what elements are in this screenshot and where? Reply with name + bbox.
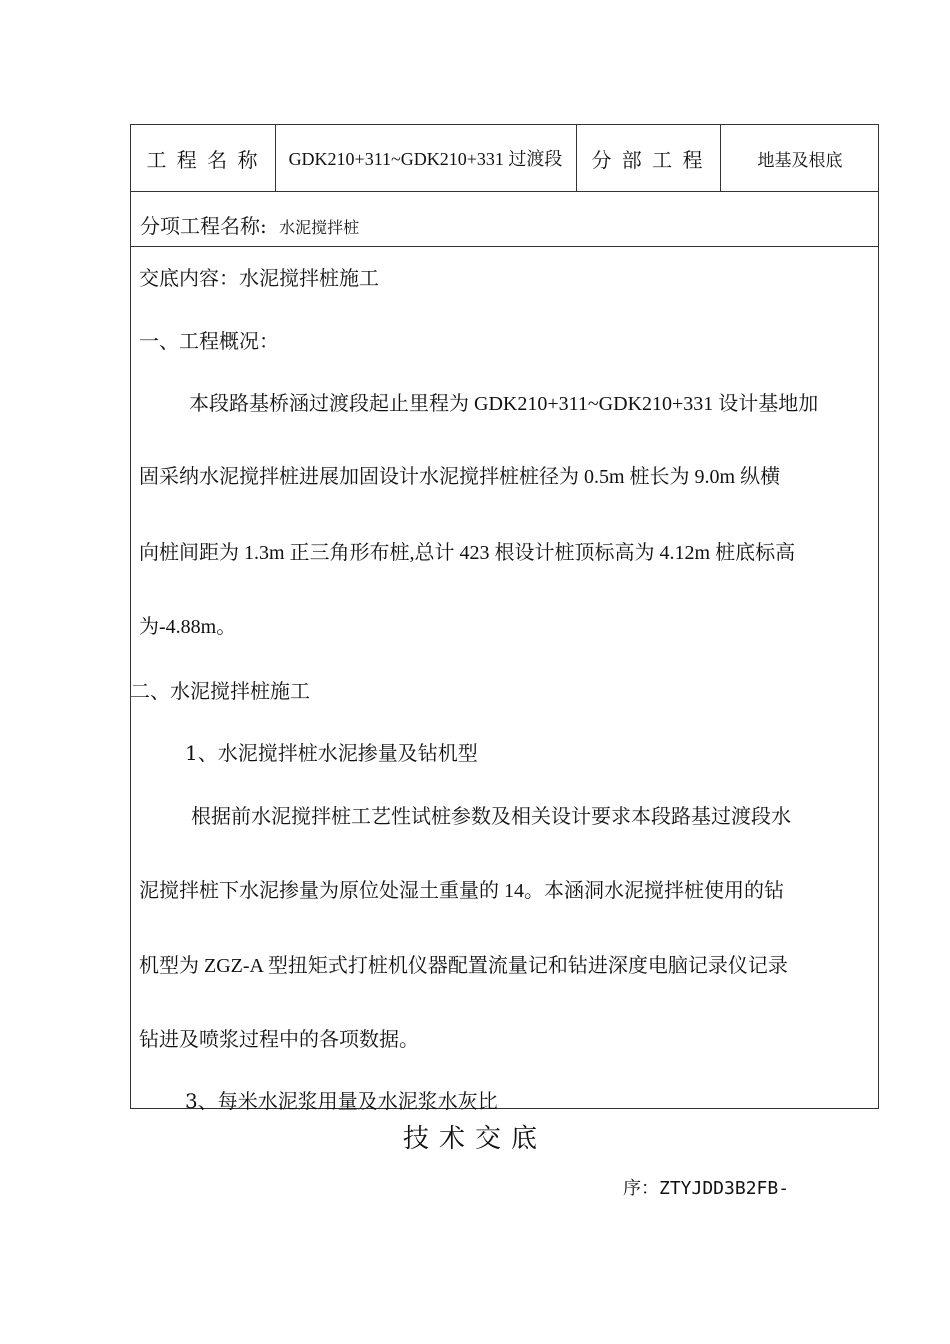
section-title-construction: 二、水泥搅拌桩施工 [130, 679, 310, 703]
paragraph-line: 机型为 ZGZ-A 型扭矩式打桩机仪器配置流量记和钻进深度电脑记录仪记录 [139, 955, 788, 977]
paragraph-line: 泥搅拌桩下水泥掺量为原位处湿土重量的 14。本涵洞水泥搅拌桩使用的钻 [139, 880, 784, 902]
content-heading: 交底内容：水泥搅拌桩施工 [139, 266, 379, 290]
paragraph-line: 钻进及喷浆过程中的各项数据。 [139, 1027, 419, 1051]
row-divider [131, 246, 878, 247]
paragraph-line: 根据前水泥搅拌桩工艺性试桩参数及相关设计要求本段路基过渡段水 [191, 806, 791, 828]
subitem-value: 水泥搅拌桩 [279, 218, 360, 237]
serial-number: 序：ZTYJDD3B2FB- [623, 1178, 790, 1199]
paragraph-line: 固采纳水泥搅拌桩进展加固设计水泥搅拌桩桩径为 0.5m 桩长为 9.0m 纵横 [139, 466, 781, 488]
paragraph-line: 为-4.88m。 [139, 616, 237, 638]
section-title-overview: 一、工程概况： [139, 329, 279, 353]
row-divider [131, 191, 878, 192]
division-value: 地基及根底 [757, 150, 843, 171]
document-title: 技术交底 [402, 1124, 547, 1154]
paragraph-line: 向桩间距为 1.3m 正三角形布桩,总计 423 根设计桩顶标高为 4.12m 桩底标高 [139, 542, 796, 564]
subsection-title: 1、水泥搅拌桩水泥掺量及钻机型 [185, 741, 478, 765]
project-name-value: GDK210+311~GDK210+331 过渡段 [288, 149, 563, 169]
division-label: 分 部 工 程 [591, 147, 705, 172]
subitem-label: 分项工程名称: [140, 214, 267, 238]
paragraph-line: 本段路基桥涵过渡段起止里程为 GDK210+311~GDK210+331 设计基地加 [189, 393, 819, 415]
subitem-row [140, 210, 359, 239]
subsection-title: 3、每米水泥浆用量及水泥浆水灰比 [185, 1089, 498, 1113]
project-name-label: 工 程 名 称 [146, 147, 260, 172]
